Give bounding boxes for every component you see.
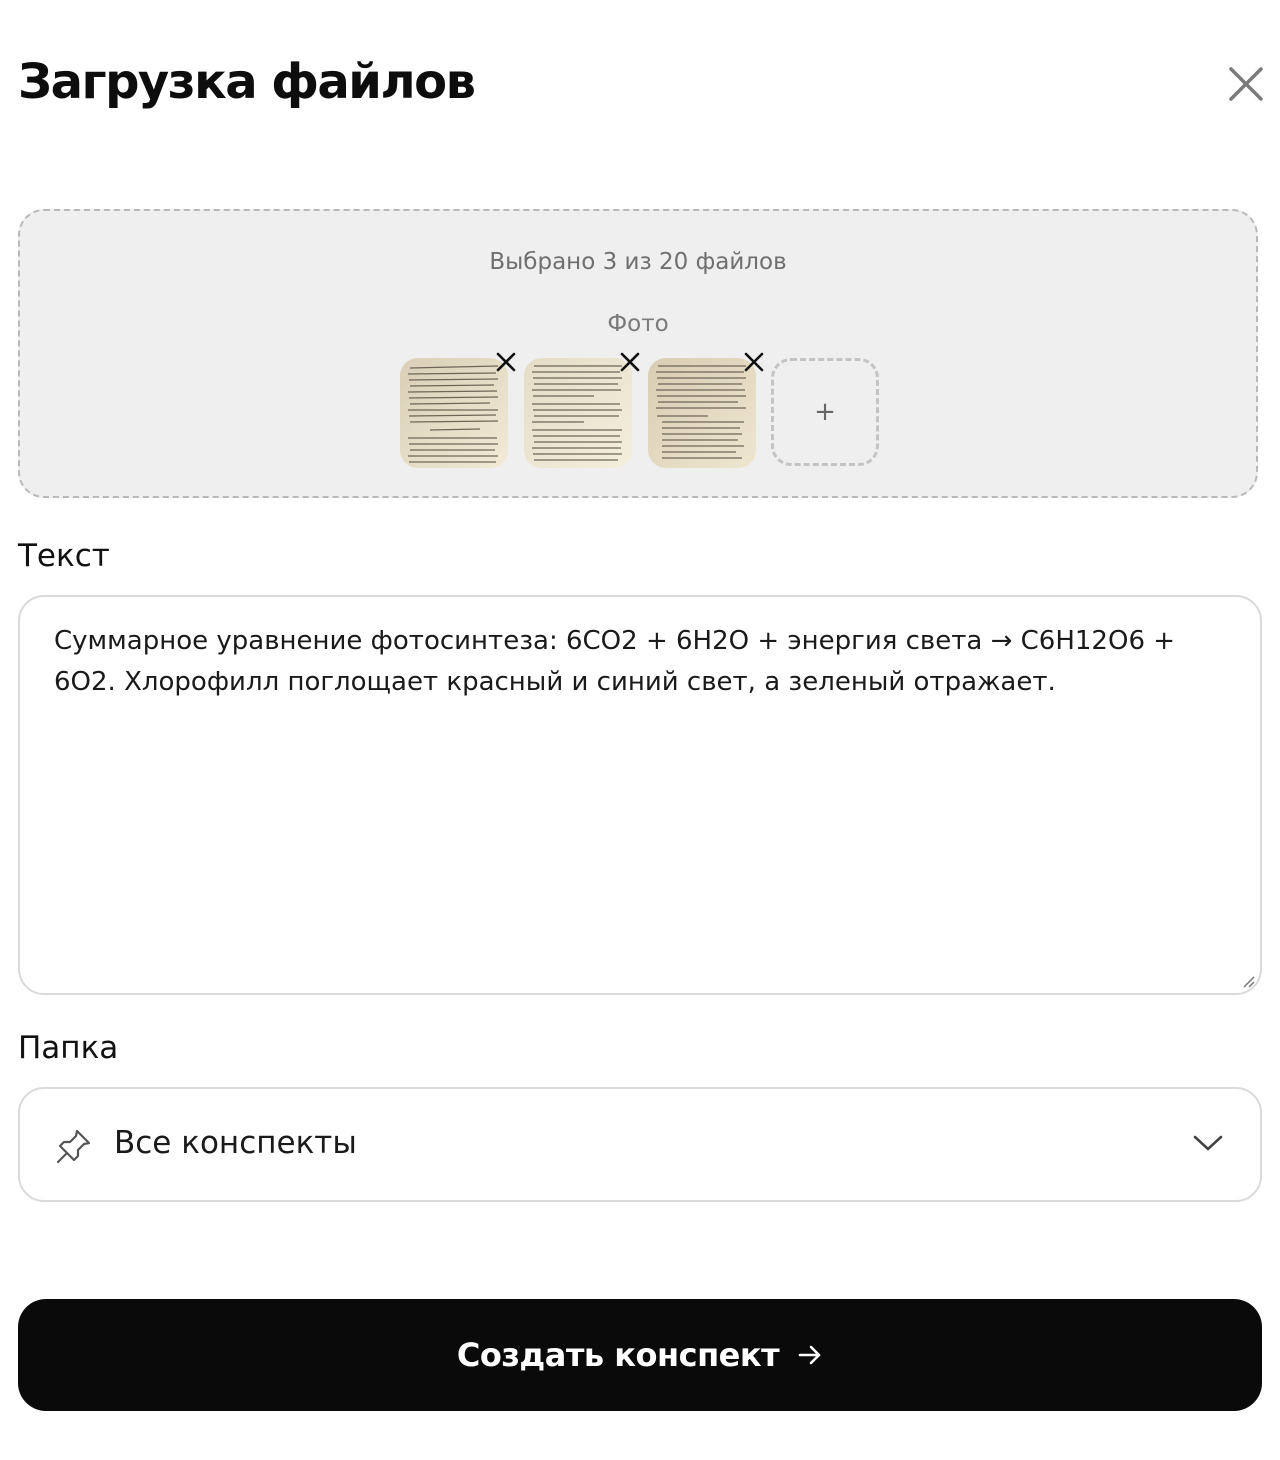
- close-icon: [1222, 60, 1270, 108]
- folder-select-value: Все конспекты: [114, 1125, 357, 1161]
- photos-section-label: Фото: [607, 311, 669, 337]
- arrow-right-icon: [797, 1342, 823, 1368]
- text-label: Текст: [18, 538, 110, 574]
- folder-select[interactable]: [18, 1087, 1262, 1202]
- close-icon: [492, 348, 520, 376]
- remove-photo-3-button[interactable]: [740, 348, 768, 376]
- remove-photo-2-button[interactable]: [616, 348, 644, 376]
- create-summary-button[interactable]: [18, 1299, 1262, 1411]
- selected-files-count: Выбрано 3 из 20 файлов: [489, 249, 787, 275]
- dialog-title: Загрузка файлов: [18, 54, 475, 110]
- pin-icon: [54, 1126, 94, 1166]
- resize-handle-icon[interactable]: [1240, 973, 1256, 989]
- chevron-down-icon: [1192, 1133, 1224, 1153]
- close-icon: [740, 348, 768, 376]
- add-photo-button[interactable]: [771, 358, 879, 466]
- close-button[interactable]: [1222, 60, 1270, 108]
- folder-label: Папка: [18, 1030, 119, 1066]
- close-icon: [616, 348, 644, 376]
- plus-icon: +: [814, 397, 836, 427]
- text-input-value: Суммарное уравнение фотосинтеза: 6CO2 + 6H2O + энергия света → C6H12O6 + 6O2. Хлорофилл поглощает красный и синий свет, а зеленый отражает.: [54, 626, 1176, 697]
- remove-photo-1-button[interactable]: [492, 348, 520, 376]
- text-input[interactable]: [18, 595, 1262, 995]
- file-dropzone[interactable]: [18, 209, 1258, 498]
- create-summary-label: Создать конспект: [456, 1336, 780, 1374]
